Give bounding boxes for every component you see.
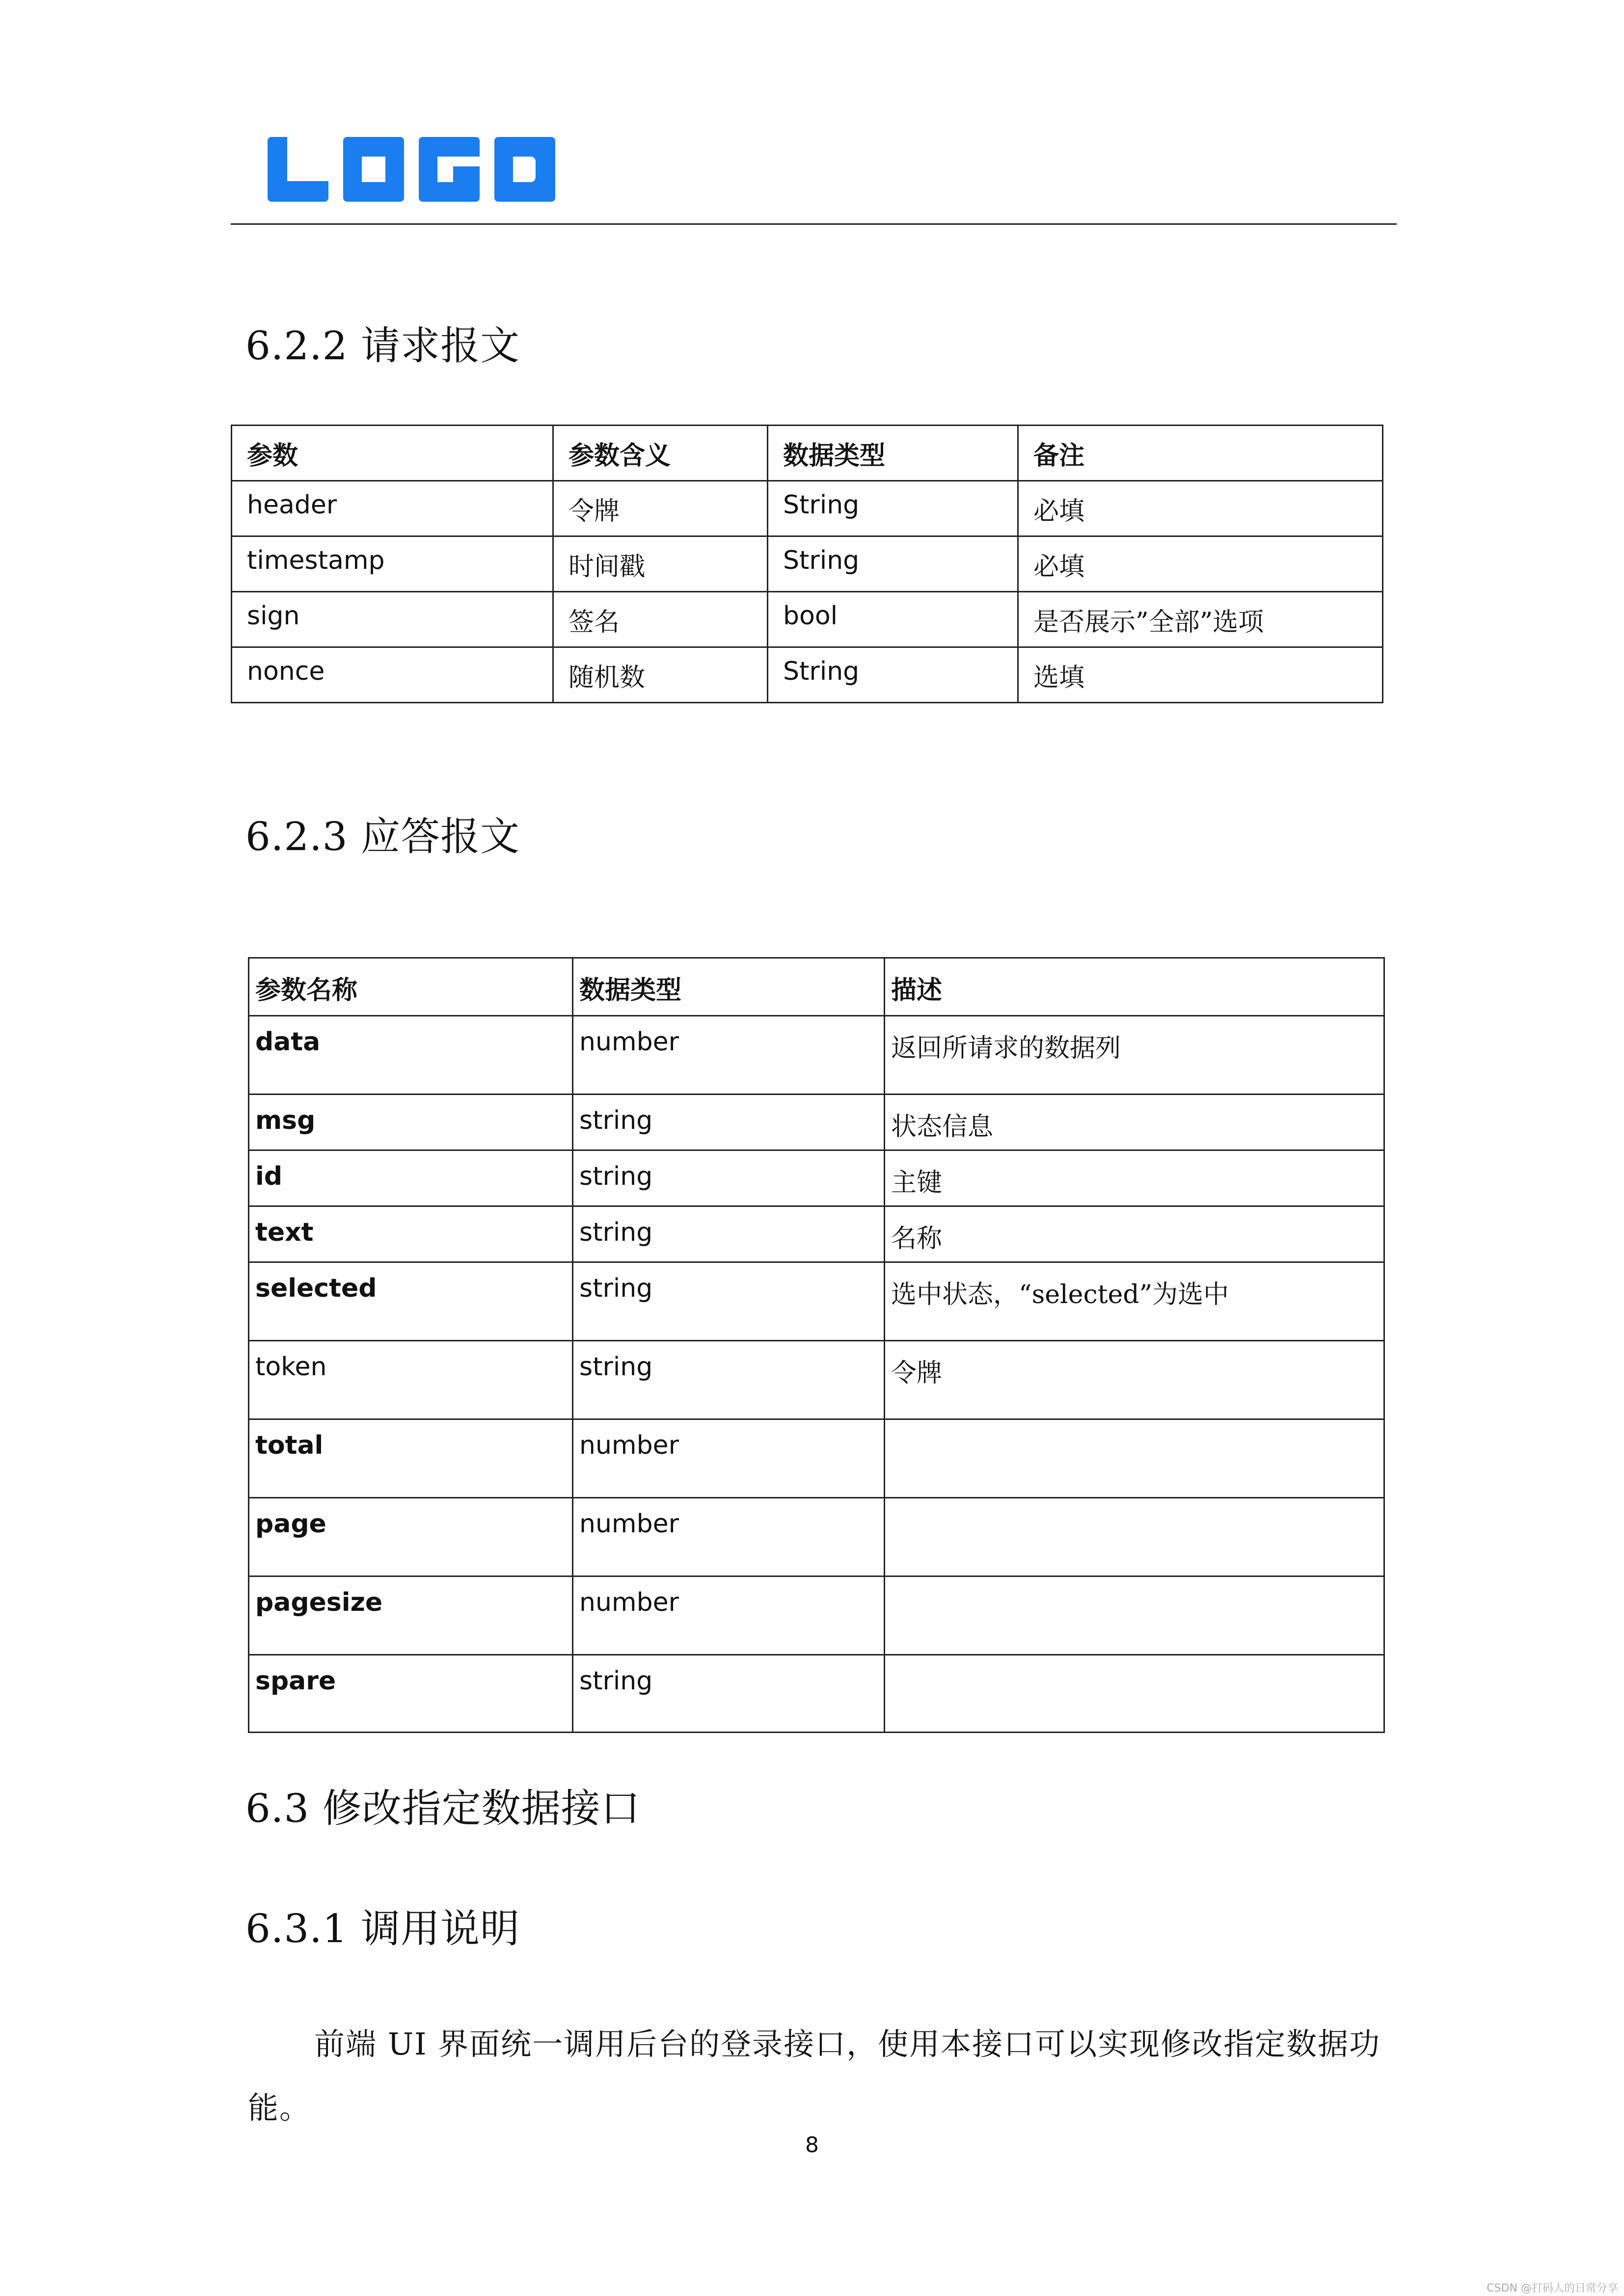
request-table-cell: 选填 [1018, 647, 1383, 703]
response-table-row [249, 1576, 1384, 1655]
response-table-header-cell: 数据类型 [573, 958, 885, 1016]
response-table-cell: selected [249, 1262, 573, 1341]
request-table-cell: String [768, 647, 1018, 703]
request-table-header-cell: 数据类型 [768, 426, 1018, 481]
response-table-cell: token [249, 1341, 573, 1419]
request-table-row [232, 647, 1383, 703]
response-table-cell: 名称 [885, 1206, 1384, 1262]
response-table-row [249, 1016, 1384, 1095]
logo-letter-o2 [494, 137, 555, 202]
response-table-cell: text [249, 1206, 573, 1262]
header-rule [231, 223, 1397, 225]
logo-letter-o [343, 137, 404, 202]
request-table-header-row [232, 426, 1383, 481]
response-table-row [249, 1655, 1384, 1733]
response-table-cell: number [573, 1498, 885, 1576]
request-table [231, 425, 1383, 703]
response-table-row [249, 1419, 1384, 1498]
response-table-cell [885, 1498, 1384, 1576]
request-table-cell: String [768, 536, 1018, 592]
request-table-row [232, 592, 1383, 647]
response-table-cell: 选中状态，“selected”为选中 [885, 1262, 1384, 1341]
request-table-row [232, 481, 1383, 536]
response-table-cell: string [573, 1095, 885, 1150]
logo-letter-l [268, 137, 328, 202]
response-table-cell: 令牌 [885, 1341, 1384, 1419]
heading-6-3-1: 6.3.1 调用说明 [245, 1906, 520, 1951]
response-table-cell: data [249, 1016, 573, 1095]
response-table-header-row [249, 958, 1384, 1016]
response-table-cell: id [249, 1150, 573, 1206]
heading-6-2-3: 6.2.3 应答报文 [245, 814, 520, 859]
response-table [248, 957, 1385, 1733]
response-table-row [249, 1262, 1384, 1341]
response-table-row [249, 1341, 1384, 1419]
response-table-cell: page [249, 1498, 573, 1576]
response-table-cell: 主键 [885, 1150, 1384, 1206]
response-table-cell: number [573, 1016, 885, 1095]
request-table-cell: nonce [232, 647, 553, 703]
page-number: 8 [805, 2133, 819, 2158]
response-table-cell: string [573, 1341, 885, 1419]
response-table-header-cell: 参数名称 [249, 958, 573, 1016]
response-table-cell: string [573, 1150, 885, 1206]
request-table-row [232, 536, 1383, 592]
request-table-cell: 签名 [553, 592, 768, 647]
request-table-cell: timestamp [232, 536, 553, 592]
watermark: CSDN @打码人的日常分享 [1487, 2282, 1618, 2295]
response-table-cell: string [573, 1655, 885, 1733]
response-table-cell: spare [249, 1655, 573, 1733]
response-table-header-cell: 描述 [885, 958, 1384, 1016]
body-paragraph: 前端 UI 界面统一调用后台的登录接口，使用本接口可以实现修改指定数据功能。 [248, 2026, 1381, 2126]
response-table-row [249, 1150, 1384, 1206]
response-table-cell: string [573, 1206, 885, 1262]
request-table-cell: header [232, 481, 553, 536]
response-table-cell: 状态信息 [885, 1095, 1384, 1150]
logo [268, 133, 555, 206]
response-table-cell: pagesize [249, 1576, 573, 1655]
request-table-cell: 令牌 [553, 481, 768, 536]
response-table-cell: total [249, 1419, 573, 1498]
logo-letter-g [419, 137, 480, 202]
request-table-header-cell: 参数含义 [553, 426, 768, 481]
response-table-row [249, 1498, 1384, 1576]
request-table-cell: sign [232, 592, 553, 647]
response-table-cell [885, 1419, 1384, 1498]
heading-6-3: 6.3 修改指定数据接口 [245, 1786, 641, 1831]
heading-6-2-2: 6.2.2 请求报文 [245, 323, 520, 369]
request-table-cell: 是否展示”全部”选项 [1018, 592, 1383, 647]
response-table-cell: string [573, 1262, 885, 1341]
request-table-cell: 必填 [1018, 481, 1383, 536]
response-table-cell [885, 1576, 1384, 1655]
request-table-header-cell: 备注 [1018, 426, 1383, 481]
response-table-cell [885, 1655, 1384, 1733]
request-table-cell: bool [768, 592, 1018, 647]
request-table-cell: 时间戳 [553, 536, 768, 592]
response-table-row [249, 1095, 1384, 1150]
response-table-cell: number [573, 1576, 885, 1655]
request-table-cell: 随机数 [553, 647, 768, 703]
response-table-cell: 返回所请求的数据列 [885, 1016, 1384, 1095]
response-table-cell: number [573, 1419, 885, 1498]
request-table-header-cell: 参数 [232, 426, 553, 481]
request-table-cell: String [768, 481, 1018, 536]
request-table-cell: 必填 [1018, 536, 1383, 592]
response-table-cell: msg [249, 1095, 573, 1150]
response-table-row [249, 1206, 1384, 1262]
